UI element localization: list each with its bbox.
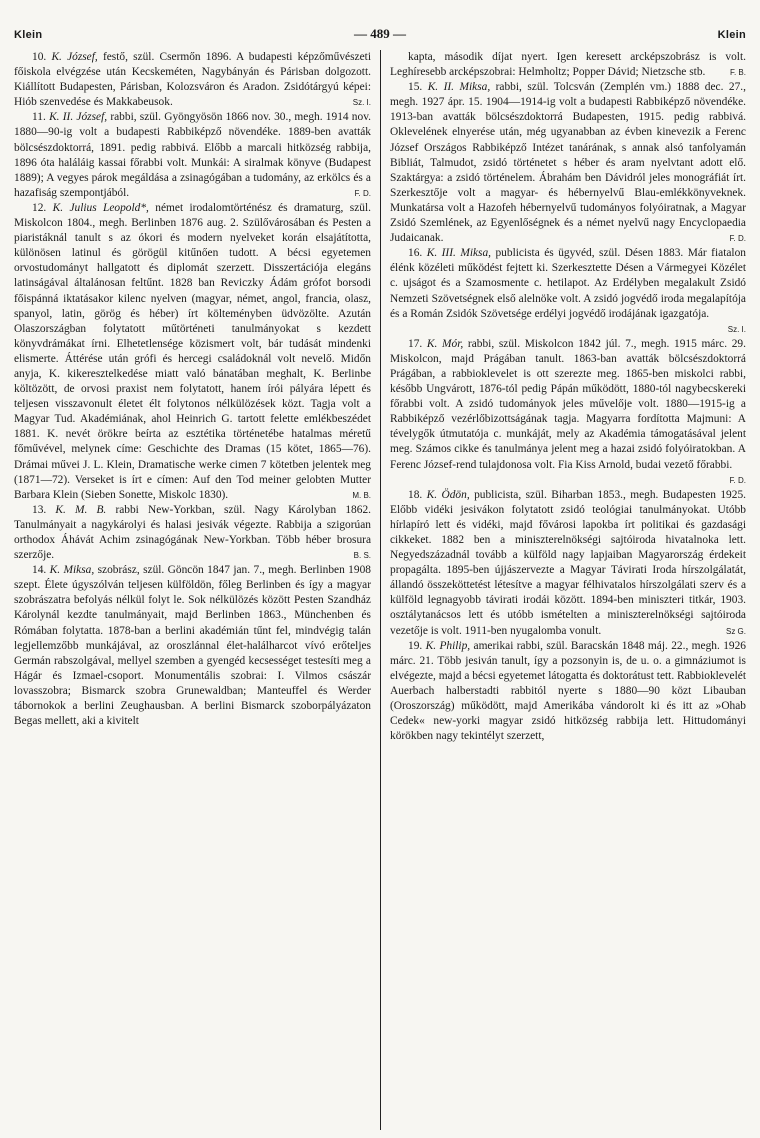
entry xyxy=(390,488,746,639)
entry-number: 15. xyxy=(408,81,423,94)
entry-name: K. M. B. xyxy=(55,503,107,516)
text-columns xyxy=(14,50,746,1130)
entry-signature: B. S. xyxy=(353,551,371,561)
entry xyxy=(390,337,746,488)
entry-text: német irodalomtörténész és dramaturg, szül. Miskolcon 1804., megh. Berlinben 1876 aug. 2. Szülővárosában és Pesten a piaristáknál tanult s az ókori és modern nyelveket korán elsajátította, különösen latinul és görögül kitűnően tudott. A bécsi egyetemen orvostudományt hallgatott és diplomát szerzett. Disszertációja elegáns latinságával általánosan feltűnt. 1828 ban Reviczky Ádám grófot borsodi főispánná iktatásakor kilenc nyelven (magyar, német, angol, francia, olasz, spanyol, latin, görög és héber) írt költeményben üdvözölte. Azután Olaszországban folytatott műtörténeti tanulmányokat s kezdett könyvdrámákat írni. Elhetetlensége közismert volt, bár tudását mindenki elismerte. Áttérése után grófi és hercegi családoknál volt nevelő. Midőn anyja, K. kikeresztelkedése miatt való bánatában meghalt, K. Berlinbe költözött, de orvosi praxist nem folytatott, hanem írói pályára lépett és teljesen visszavonult életet élt folytonos nélkülözések közt. Tagja volt a Magyar Tud. Akadémiának, ahol Heinrich G. tartott felette emlékbeszédet 1881. K. nevét örökre beírta az esztétika történetébe hatalmas méretű főművével, melynek címe: Geschichte des Dramas (15 kötet, 1865—76). Drámai művei J. L. Klein, Dramatische werke cimen 7 kötetben jelentek meg (1871—72). Verseket is írt e címen: Auf den Tod meiner gelobten Mutter Barbara Klein (Sieben Sonette, Miskolc 1830). xyxy=(14,201,371,501)
entry-name: K. II. Miksa, xyxy=(427,81,491,94)
entry-text: rabbi, szül. Gyöngyösön 1866 nov. 30., megh. 1914 nov. 1880—90-ig volt a budapesti Rabbiképző növendéke. 1889-ben avatták bölcsészdoktorrá, 1891. pedig rabbivá. Előbb a marcali hitközség rabbija, 1896 óta haláláig kassai főrabbi volt. Munkái: A siralmak könyve (Budapest 1889); A vegyes párok megáldása a zsinagógában a tudomány, az erkölcs és a hazafiság szempontjából. xyxy=(14,111,371,199)
header-right-word: Klein xyxy=(717,29,746,41)
entry-name: K. József, xyxy=(51,51,98,63)
entry-name: K. Mór, xyxy=(426,337,464,350)
entry-text: publicista, szül. Biharban 1853., megh. Budapesten 1925. Előbb vidéki jesivákon folytatott zsidó teológiai tanulmányokat. Utóbb hírlapíró lett és vidéki, majd fővárosi lapokba írt politikai és gazdasági cikkeket. 1882 ben a miniszterelnökségi sajtóiroda hivatalnoka lett. Negyedszázadnál tovább a külföld nagy lapjaiban Magyarország érdekeit propagálta. 1895-ben újjászervezte a Magyar Távirati Iroda hírszolgálatát, állandó összeköttetést létesítve a magyar félhivatalos hírszolgálati szerv és a külföld legnagyobb távirati irodái között. 1894-ben miniszteri titkár, 1903. osztálytanácsos lett és utóbb ismételten a miniszterelnökségi sajtóiroda vezetője is volt. 1911-ben nyugalomba vonult. xyxy=(390,488,746,637)
entry-text: szobrász, szül. Göncön 1847 jan. 7., megh. Berlinben 1908 szept. Élete úgyszólván teljesen külföldön, főleg Berlinben és így a magyar szobrászatra befolyás nélkül folyt le. Sok nélkülözés között Pesten Szandház Károlynál kezdte tanulmányait, majd Berlinben 1863., Münchenben és Rómában folytatta. 1878-ban a berlini akadémián tűnt fel, mindvégig talán legjellemzőbb munkájával, az oroszlánnal élet-halálharcot vívó erőteljes Germán rabszolgával, mellyel szemben a gyengéd kecsességet testesíti meg a Hágár és Izmael-csoport. Monumentális szobrai: I. Vilmos császár lovasszobra; Bismarck szobra Grunewaldban; Manteuffel és Werder tábornokok a berlini Zeughausban. A berlini Bismarck szoborpályázaton Begas mellett, aki a kivitelt xyxy=(14,564,371,728)
entry-signature: Sz. I. xyxy=(352,98,371,108)
left-column xyxy=(14,50,380,1130)
entry-text: rabbi New-Yorkban, szül. Nagy Károlyban 1862. Tanulmányait a nagykárolyi és halasi jesivák végezte. Rabbija a szigorúan orthodox Áhávát Achim zsinagógának New-Yorkban. Több héber brosura szerzője. xyxy=(14,503,371,562)
header-left-word: Klein xyxy=(14,29,43,41)
entry-name: K. II. József, xyxy=(49,111,108,124)
entry-text: kapta, második díjat nyert. Igen keresett arcképszobrász is volt. Leghíresebb arcképszobrai: Helmholtz; Popper Dávid; Nietzsche stb. xyxy=(390,51,746,79)
entry xyxy=(14,50,371,110)
running-header xyxy=(14,26,746,44)
entry-number: 17. xyxy=(408,337,423,350)
entry-text: rabbi, szül. Miskolcon 1842 júl. 7., megh. 1915 márc. 29. Miskolcon, majd Prágában tanult. 1863-ban avatták bölcsészdoktorrá Prágában, a rabbioklevelet is ott szerezte meg. 1865-ben miskolci rabbi, később Ungvárott, 1876-tól pedig Pápán működött, 1880-tól nagybecskereki főrabbi volt. A zsidó tudományok jeles művelője volt. 1880—1915-ig a Rabbiképző vezérlőbizottságának tagja. Magyarra fordította Majmuni: A tévelygők útmutatója c. munkáját, mely az Akadémia támogatásával jelent meg. Számos cikke és tanulmánya jelent meg a hazai zsidó folyóiratokban. A Ferenc József-rend tulajdonosa volt. Fia Kiss Arnold, budai vezető főrabbi. xyxy=(390,337,746,471)
entry-signature: F. D. xyxy=(354,188,371,198)
entry-name: K. Ödön, xyxy=(426,488,470,501)
entry-name: K. III. Miksa, xyxy=(426,247,492,260)
entry-number: 13. xyxy=(32,503,47,516)
entry-text: amerikai rabbi, szül. Baracskán 1848 máj. 22., megh. 1926 márc. 21. Több jesiván tanult, így a pozsonyin is, de u. o. a gimnáziumot is elvégezte, majd a bécsi egyetemet látogatta és doktorátust tett. Rabbioklevelét Auerbach halberstadti rabbitól nyerte s 1880—90 közt Libauban (Oroszország) működött, majd Amerikába vándorolt ki és itt az »Ohab Cedek« new-yorki magyar zsidó hitközség rabbija lett. Hittudományi körökben nagy tekintélyt szerzett, xyxy=(390,639,746,743)
entry xyxy=(390,50,746,80)
entry-text: publicista és ügyvéd, szül. Désen 1883. Már fiatalon élénk közéleti működést fejtett ki. Szerkesztette Désen a Vármegyei Közélet c. ujságot és a Szamosmente c. hetilapot. Az Erdélyben megalakult Zsidó Nemzeti Szövetségnek első alelnöke volt. A zsidó jogvédő iroda megalapítója és a Román Zsidók Szövetsége erdélyi jogvédő irodájának igazgatója. xyxy=(390,247,746,320)
entry xyxy=(14,563,371,729)
entry-name: K. Miksa, xyxy=(49,564,95,577)
entry-number: 12. xyxy=(32,201,47,214)
entry-signature: F. D. xyxy=(729,475,746,485)
entry-name: K. Philip, xyxy=(425,639,471,652)
entry-signature: M. B. xyxy=(352,490,371,500)
entry-signature: F. D. xyxy=(729,234,746,244)
entry-number: 14. xyxy=(32,564,47,577)
entry-number: 11. xyxy=(32,111,46,124)
entry xyxy=(390,246,746,337)
entry-number: 18. xyxy=(408,488,423,501)
entry-text: festő, szül. Csermőn 1896. A budapesti képzőművészeti főiskola elvégzése után Kecskeméten, Nagybányán és Párisban dolgozott. Kiállított Budapesten, Párisban, Kolozsváron és Aradon. Zsidótárgyú képei: Hiób szenvedése és Makkabeusok. xyxy=(14,51,371,109)
entry-text: rabbi, szül. Tolcsván (Zemplén vm.) 1888 dec. 27., megh. 1927 ápr. 15. 1904—1914-ig volt a budapesti Rabbiképző növendéke. 1913-ban avatták bölcsészdoktorrá Budapesten, 1915. pedig rabbivá. Oklevelének elnyerése után, még ugyanabban az évben kinevezik a Ferenc József Országos Rabbiképző Intézet tanárának, s annak alsó tanfolyamán Bibliát, Talmudot, zsidó történetet s héber és aram nyelvtant adott elő. Szaktárgya: a zsidó történelem. Ábrahám ben Dávidról jeles monográfiát írt. Szerkesztője volt a magyar- és hébernyelvű Blau-emlékkönyveknek. Munkatársa volt a Hazofeh hébernyelvű tudományos folyóiratnak, a Magyar Zsidó Szemlének, az Egyenlőségnek és a német nyelvű nagy Encyclopaedia Judaicanak. xyxy=(390,81,746,245)
right-column xyxy=(380,50,746,1130)
entry xyxy=(14,201,371,503)
entry xyxy=(14,503,371,563)
entry-signature: Sz. I. xyxy=(727,324,746,334)
entry-name: K. Julius Leopold*, xyxy=(52,201,149,214)
entry-number: 19. xyxy=(408,639,423,652)
entry xyxy=(390,639,746,745)
entry xyxy=(390,80,746,246)
entry-signature: Sz G. xyxy=(725,626,746,636)
page-number: — 489 — xyxy=(354,26,406,41)
entry xyxy=(14,110,371,201)
entry-number: 16. xyxy=(408,247,423,260)
entry-number: 10. xyxy=(32,51,47,63)
entry-signature: F. B. xyxy=(729,68,746,78)
